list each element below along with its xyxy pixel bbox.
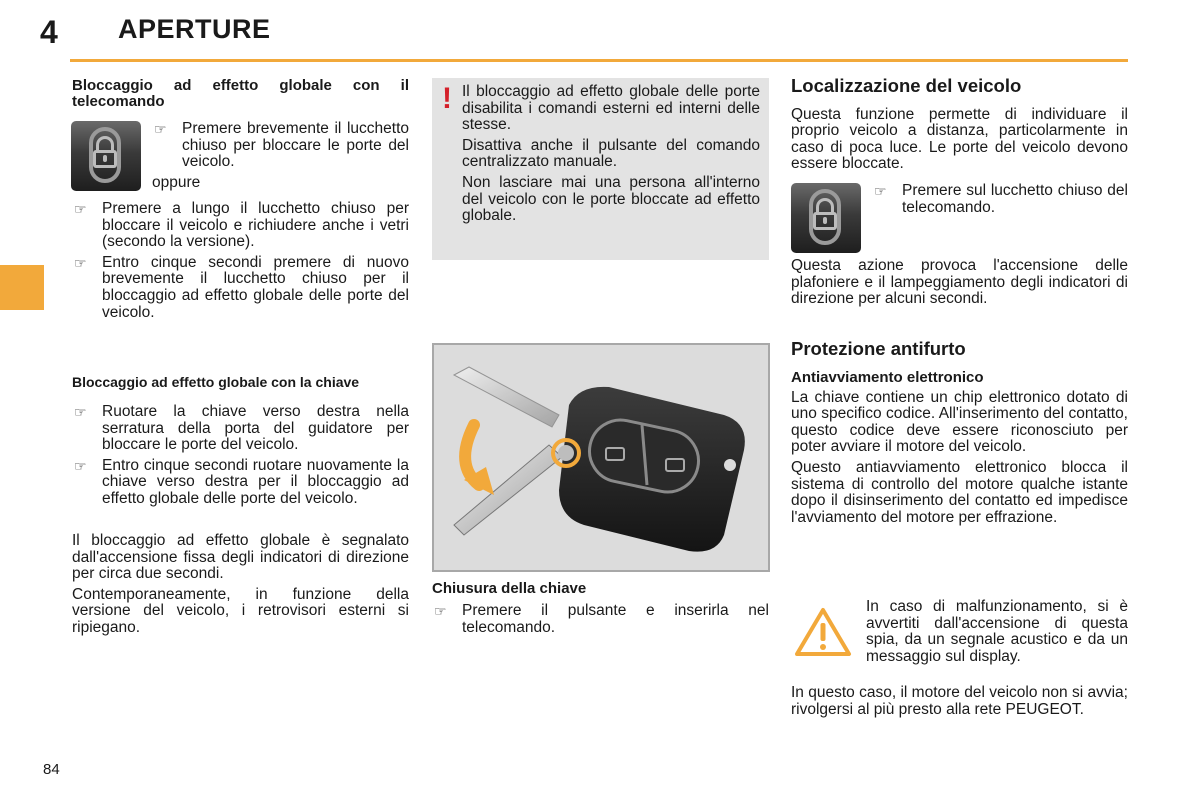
pointing-hand-icon: ☞	[74, 457, 87, 474]
folding-key-image	[434, 345, 768, 570]
paragraph: In questo caso, il motore del veicolo non si avvia; rivolgersi al più presto alla rete PEUGEOT.	[791, 684, 1128, 718]
paragraph-azione	[791, 258, 1128, 312]
pointing-hand-icon: ☞	[74, 254, 87, 271]
column-left	[72, 78, 409, 114]
bullet-list-1	[72, 201, 409, 325]
paragraph: Questa funzione permette di individuare il proprio veicolo a distanza, particolarmente in caso di poca luce. Le porte del veicolo devono essere bloccate.	[791, 105, 1128, 173]
pointing-hand-icon: ☞	[874, 183, 887, 199]
paragraph: In caso di malfunzionamento, si è avvertiti dall'accensione di questa spia, da un segnale acustico e da un messaggio sul display.	[866, 598, 1128, 665]
pointing-hand-icon: ☞	[434, 603, 447, 619]
pointing-hand-icon: ☞	[74, 404, 87, 420]
icon-instruction-2	[872, 183, 1128, 220]
paragraph: La chiave contiene un chip elettronico dotato di uno specifico codice. All'inserimento del contatto, questo codice deve essere riconosciuto per poter avviare il motore del veicolo.	[791, 388, 1128, 456]
section-heading-protezione: Protezione antifurto	[791, 338, 966, 359]
page-number: 84	[43, 761, 60, 778]
warning-paragraph: Il bloccaggio ad effetto globale delle porte disabilita i comandi esterni ed interni delle stesse.	[462, 83, 760, 134]
paragraph: Questa azione provoca l'accensione delle plafoniere e il lampeggiamento degli indicatori di direzione per alcuni secondi.	[791, 257, 1128, 308]
caption-title: Chiusura della chiave	[432, 580, 587, 597]
list-item: ☞ Premere sul lucchetto chiuso del telecomando.	[874, 182, 1128, 216]
paragraph: Il bloccaggio ad effetto globale è segnalato dall'accensione fissa degli indicatori di direzione per circa due secondi.	[72, 532, 409, 583]
icon-instruction-1	[152, 121, 409, 195]
list-item: ☞ Entro cinque secondi ruotare nuovamente la chiave verso destra per il bloccaggio ad effetto globale delle porte del veicolo.	[74, 456, 409, 507]
paragraph: Questo antiavviamento elettronico blocca il sistema di controllo del motore qualche istante dopo il disinserimento del contatto ed impedisce l'avviamento del motore per effrazione.	[791, 458, 1128, 526]
remote-lock-icon	[791, 183, 861, 253]
paragraph-final	[791, 685, 1128, 722]
key-caption	[432, 581, 769, 640]
list-item: ☞ Premere il pulsante e inserirla nel telecomando.	[434, 602, 769, 636]
key-fold-illustration	[432, 343, 770, 572]
oppure-text: oppure	[152, 173, 201, 191]
warning-box	[432, 78, 769, 260]
section-heading-localizzazione: Localizzazione del veicolo	[791, 75, 1022, 96]
exclamation-icon: !	[442, 82, 452, 115]
warning-paragraph: Disattiva anche il pulsante del comando centralizzato manuale.	[462, 136, 760, 171]
paragraph: Contemporaneamente, in funzione della versione del veicolo, i retrovisori esterni si ripiegano.	[72, 585, 409, 636]
list-item: ☞ Premere a lungo il lucchetto chiuso per bloccare il veicolo e richiudere anche i vetri (secondo la versione).	[74, 200, 409, 251]
subsection-heading-antiavviamento: Antiavviamento elettronico	[791, 368, 984, 386]
list-item: ☞ Ruotare la chiave verso destra nella serratura della porta del guidatore per bloccare le porte del veicolo.	[74, 403, 409, 454]
header-rule	[70, 59, 1128, 62]
section-protezione	[791, 338, 1128, 530]
remote-lock-icon	[71, 121, 141, 191]
section-chiave	[72, 374, 409, 512]
section-heading-telecomando: Bloccaggio ad effetto globale con il telecomando	[72, 77, 409, 110]
pointing-hand-icon: ☞	[154, 121, 167, 137]
pointing-hand-icon: ☞	[74, 201, 87, 217]
section-heading-chiave: Bloccaggio ad effetto globale con la chiave	[72, 374, 360, 390]
caution-text	[866, 599, 1128, 669]
section-localizzazione	[791, 75, 1128, 177]
chapter-title: APERTURE	[118, 14, 271, 44]
list-item: ☞ Premere brevemente il lucchetto chiuso per bloccare le porte del veicolo.	[154, 120, 409, 171]
info-paragraphs	[72, 533, 409, 641]
chapter-side-tab	[0, 265, 44, 310]
list-item: ☞ Entro cinque secondi premere di nuovo brevemente il lucchetto chiuso per il bloccaggio ad effetto globale delle porte del veicolo.	[74, 253, 409, 321]
chapter-number: 4	[40, 14, 58, 50]
warning-triangle-icon	[793, 606, 853, 658]
warning-paragraph: Non lasciare mai una persona all'interno del veicolo con le porte bloccate ad effetto globale.	[462, 173, 760, 225]
